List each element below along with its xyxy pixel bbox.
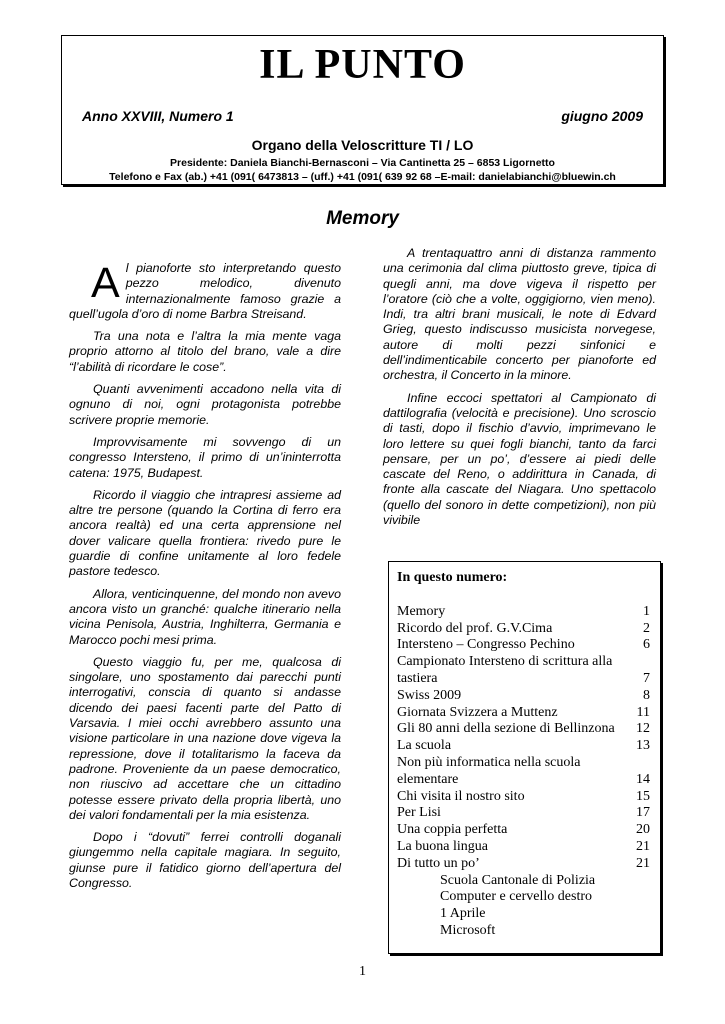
toc-item-title: Giornata Svizzera a Muttenz xyxy=(397,704,558,720)
toc-item[interactable] xyxy=(397,805,650,822)
toc-item[interactable] xyxy=(397,654,650,688)
toc-item-page: 1 xyxy=(643,603,650,619)
toc-item-title: Campionato Intersteno di scrittura alla tastiera xyxy=(397,654,613,686)
toc-item-page: 21 xyxy=(636,855,650,871)
toc-item-page: 7 xyxy=(643,670,650,686)
toc-sub-list xyxy=(397,873,650,940)
president-line: Presidente: Daniela Bianchi-Bernasconi – Via Cantinetta 25 – 6853 Ligornetto xyxy=(170,157,555,169)
toc-item-page: 14 xyxy=(636,771,650,787)
toc-item-title: Gli 80 anni della sezione di Bellinzona xyxy=(397,721,615,737)
issue-date: giugno 2009 xyxy=(561,108,643,124)
toc-item[interactable] xyxy=(397,839,650,856)
toc-item-page: 17 xyxy=(636,805,650,821)
drop-cap: A xyxy=(91,259,120,307)
toc-item-title: Una coppia perfetta xyxy=(397,822,508,838)
article-paragraph: Questo viaggio fu, per me, qualcosa di singolare, uno spostamento dai parecchi punti interrogativi, conscia di quanto si andasse dicendo dei paesi facenti parte del Patto di Varsavia. I miei occhi avrebbero assunto una visione particolare in una nazione dove vigeva la repressione, dove il totalitarismo la faceva da padrone. Proveniente da un paese democratico, non riuscivo ad accettare che un cittadino potesse essere privato della propria libertà, uno dei valori fondamentali per la mia esistenza. xyxy=(69,654,341,822)
toc-item-page: 11 xyxy=(636,704,650,720)
toc-item[interactable] xyxy=(397,738,650,755)
toc-item-page: 8 xyxy=(643,687,650,703)
toc-item-title: La buona lingua xyxy=(397,838,488,854)
article-column-left xyxy=(69,261,341,898)
toc-item-title: Swiss 2009 xyxy=(397,687,462,703)
article-column-right xyxy=(383,246,656,535)
toc-item[interactable] xyxy=(397,856,650,873)
toc-item-page: 6 xyxy=(643,637,650,653)
toc-item[interactable] xyxy=(397,822,650,839)
toc-item-title: La scuola xyxy=(397,738,452,754)
toc-item[interactable] xyxy=(397,789,650,806)
article-paragraph: A trentaquattro anni di distanza rammento una cerimonia dal clima piuttosto greve, tipica di quegli anni, ma dove vigeva il rispetto per l’oratore (ciò che a volte, oggigiorno, vien meno). Indi, tra altri brani musicali, le note di Edvard Grieg, questo indiscusso musicista norvegese, autore di molti pezzi sinfonici e dell’indimenticabile concerto per pianoforte ed orchestra, il Concerto in la minore. xyxy=(383,246,656,383)
article-paragraph: Allora, venticinquenne, del mondo non avevo ancora visto un granché: qualche itinerario nella vicina Penisola, Austria, Inghilterra, Germania e Marocco pochi mesi prima. xyxy=(69,586,341,647)
article-paragraph: Dopo i “dovuti” ferrei controlli doganali giungemmo nella capitale magiara. In seguito, giunse pure il fatidico giorno dell’apertura del Congresso. xyxy=(69,830,341,890)
masthead xyxy=(61,35,664,185)
toc-item[interactable] xyxy=(397,721,650,738)
toc-item[interactable] xyxy=(397,705,650,722)
toc-item[interactable] xyxy=(397,637,650,654)
toc-list xyxy=(397,604,650,873)
toc-sub-item[interactable]: Microsoft xyxy=(440,922,496,938)
toc-item[interactable] xyxy=(397,604,650,621)
table-of-contents xyxy=(388,561,661,954)
toc-item-title: Chi visita il nostro sito xyxy=(397,788,525,804)
newsletter-title: IL PUNTO xyxy=(259,42,466,88)
toc-item-title: Ricordo del prof. G.V.Cima xyxy=(397,620,553,636)
toc-item-page: 13 xyxy=(636,738,650,754)
toc-item-page: 15 xyxy=(636,788,650,804)
toc-item[interactable] xyxy=(397,755,650,789)
toc-item-title: Intersteno – Congresso Pechino xyxy=(397,637,575,653)
article-paragraph: Tra una nota e l’altra la mia mente vaga proprio attorno al titolo del brano, vale a dire “l’abilità di ricordare le cose”. xyxy=(69,329,341,374)
toc-sub-item[interactable]: Scuola Cantonale di Polizia xyxy=(440,872,596,888)
article-paragraph: Infine eccoci spettatori al Campionato di dattilografia (velocità e precisione). Uno scroscio di tasti, dopo il fischio d’avvio, imprimevano le loro lettere su quei fogli bianchi, tanto da farci pensare, per un po’, d’essere ai piedi delle cascate del Reno, o addirittura in Canada, di fronte alla cascate del Niagara. Uno spettacolo (quello del sonoro in dette competizioni), non più vivibile xyxy=(383,390,656,528)
contact-line: Telefono e Fax (ab.) +41 (091( 6473813 – (uff.) +41 (091( 639 92 68 –E-mail: danielabianchi@bluewin.ch xyxy=(109,171,616,183)
toc-heading: In questo numero: xyxy=(397,570,508,585)
toc-item[interactable] xyxy=(397,621,650,638)
issue-number: Anno XXVIII, Numero 1 xyxy=(82,108,234,124)
article-paragraph: Improvvisamente mi sovvengo di un congresso Intersteno, il primo di un’ininterrotta catena: 1975, Budapest. xyxy=(69,434,341,480)
article-paragraph: Ricordo il viaggio che intrapresi assieme ad altre tre persone (quando la Cortina di ferro era ancora realtà) ed una certa apprensione nel dover valicare quella frontiera: rivedo pure le guardie di confine unitamente al loro fedele pastore tedesco. xyxy=(69,487,341,579)
toc-item-page: 2 xyxy=(643,620,650,636)
toc-sub-item[interactable]: Computer e cervello destro xyxy=(440,889,593,905)
toc-item-page: 12 xyxy=(636,721,650,737)
article-paragraph: Al pianoforte sto interpretando questo pezzo melodico, divenuto internazionalmente famoso grazie a quell’ugola d’oro di nome Barbra Streisand. xyxy=(69,259,341,321)
toc-sub-item[interactable]: 1 Aprile xyxy=(440,906,486,922)
toc-item-title: Memory xyxy=(397,603,446,619)
toc-item-title: Di tutto un po’ xyxy=(397,855,480,871)
toc-item-title: Per Lisi xyxy=(397,805,441,821)
toc-item-title: Non più informatica nella scuola elementare xyxy=(397,754,581,787)
toc-item-page: 20 xyxy=(636,822,650,838)
toc-item[interactable] xyxy=(397,688,650,705)
page-number: 1 xyxy=(359,964,366,979)
article-paragraph: Quanti avvenimenti accadono nella vita di ognuno di noi, ogni protagonista potrebbe scrivere proprie memorie. xyxy=(69,382,341,427)
organization-line: Organo della Veloscritture TI / LO xyxy=(251,137,474,153)
toc-item-page: 21 xyxy=(636,838,650,854)
article-title: Memory xyxy=(326,208,399,229)
